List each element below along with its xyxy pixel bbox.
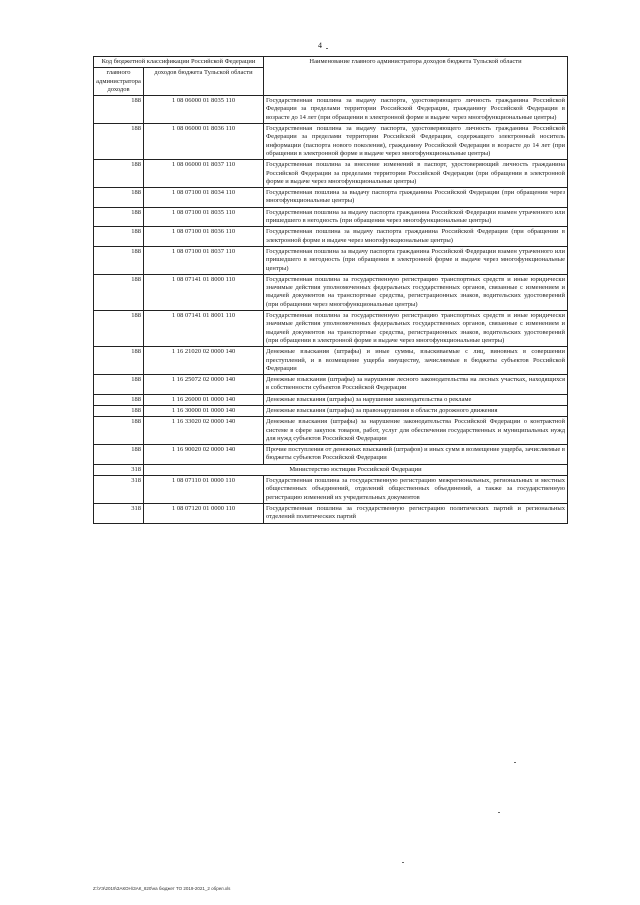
income-code-cell: 1 08 07110 01 0000 110: [144, 476, 264, 504]
admin-code-cell: 188: [94, 124, 144, 160]
income-name-cell: Государственная пошлина за выдачу паспорта гражданина Российской Федерации взамен утраченного или пришедшего в негодность (при обращении в электронной форме и выдаче через многофункциональные центры): [264, 246, 568, 274]
table-row: [94, 227, 568, 247]
admin-code-cell: 188: [94, 207, 144, 227]
income-name-cell: Денежные взыскания (штрафы) за нарушение законодательства о рекламе: [264, 394, 568, 405]
income-name-cell: Прочие поступления от денежных взысканий (штрафов) и иных сумм в возмещение ущерба, зачисляемые в бюджеты субъектов Российской Федерации: [264, 445, 568, 465]
table-row: [94, 274, 568, 310]
table-row: [94, 503, 568, 523]
income-code-cell: 1 16 90020 02 0000 140: [144, 445, 264, 465]
scan-speck: [514, 762, 516, 763]
header-income-code: доходов бюджета Тульской области: [144, 68, 264, 96]
income-name-cell: Государственная пошлина за выдачу паспорта, удостоверяющего личность гражданина Российской Федерации за пределами территории Российской Федерации, гражданину Российской Федерации в возрасте до 14 лет (при обращении в электронной форме и выдаче через многофункциональные центры): [264, 96, 568, 124]
income-name-cell: Государственная пошлина за государственную регистрацию транспортных средств и иные юридически значимые действия уполномоченных федеральных государственных органов, связанные с изменением и выдачей документов на транспортные средства, регистрационных знаков, водительских удостоверений (при обращении через многофункциональные центры): [264, 274, 568, 310]
income-name-cell: Государственная пошлина за внесение изменений в паспорт, удостоверяющий личность гражданина Российской Федерации за пределами территории Российской Федерации (при обращении в электронной форме и выдаче через многофункциональные центры): [264, 160, 568, 188]
file-path-footer: Z:\УЭ\2019\ЗАКОН\ЗАК_820\на бюджет ТО 2019-2021_2 обрел.xls: [93, 886, 231, 891]
income-code-cell: 1 08 07100 01 8034 110: [144, 188, 264, 208]
income-code-cell: 1 08 07100 01 8037 110: [144, 246, 264, 274]
table-row: [94, 347, 568, 375]
table-row: [94, 394, 568, 405]
admin-code-cell: 188: [94, 375, 144, 395]
admin-code-cell: 188: [94, 347, 144, 375]
income-code-cell: 1 08 07141 01 8001 110: [144, 311, 264, 347]
admin-code-cell: 188: [94, 188, 144, 208]
admin-code-cell: 188: [94, 227, 144, 247]
income-name-cell: Денежные взыскания (штрафы) и иные суммы, взыскиваемые с лиц, виновных в совершении преступлений, и в возмещение ущерба имуществу, зачисляемые в бюджеты субъектов Российской Федерации: [264, 347, 568, 375]
income-name-cell: Денежные взыскания (штрафы) за правонарушения в области дорожного движения: [264, 405, 568, 416]
income-code-cell: 1 16 26000 01 0000 140: [144, 394, 264, 405]
income-code-cell: 1 08 07100 01 8036 110: [144, 227, 264, 247]
admin-code-cell: 188: [94, 405, 144, 416]
header-admin-code: главного администратора доходов: [94, 68, 144, 96]
income-name-cell: Государственная пошлина за государственную регистрацию межрегиональных, региональных и местных общественных объединений, отделений общественных объединений, а также за государственную регистрацию изменений их учредительных документов: [264, 476, 568, 504]
admin-code-cell: 188: [94, 394, 144, 405]
admin-code-cell: 188: [94, 96, 144, 124]
ministry-row: [94, 464, 568, 475]
admin-code-cell: 188: [94, 274, 144, 310]
income-code-cell: 1 08 07120 01 0000 110: [144, 503, 264, 523]
income-code-cell: 1 08 07100 01 8035 110: [144, 207, 264, 227]
income-name-cell: Государственная пошлина за выдачу паспорта гражданина Российской Федерации (при обращении через многофункциональные центры): [264, 188, 568, 208]
table-row: [94, 246, 568, 274]
ministry-heading: Министерство юстиции Российской Федерации: [144, 464, 568, 475]
income-name-cell: Государственная пошлина за выдачу паспорта гражданина Российской Федерации (при обращении в электронной форме и выдаче через многофункциональные центры): [264, 227, 568, 247]
admin-code-cell: 318: [94, 503, 144, 523]
income-name-cell: Государственная пошлина за государственную регистрацию политических партий и региональных отделений политических партий: [264, 503, 568, 523]
table-row: [94, 476, 568, 504]
header-row: [94, 57, 568, 68]
header-classification: Код бюджетной классификации Российской Федерации: [94, 57, 264, 68]
admin-code-cell: 188: [94, 246, 144, 274]
income-code-cell: 1 16 33020 02 0000 140: [144, 417, 264, 445]
table-row: [94, 417, 568, 445]
classification-table: [93, 56, 568, 524]
scan-speck: [498, 812, 500, 813]
scan-speck: [402, 862, 404, 863]
admin-code-cell: 188: [94, 445, 144, 465]
admin-code-cell: 188: [94, 160, 144, 188]
table-row: [94, 375, 568, 395]
admin-code-cell: 318: [94, 464, 144, 475]
table-row: [94, 311, 568, 347]
income-code-cell: 1 16 30000 01 0000 140: [144, 405, 264, 416]
table-row: [94, 160, 568, 188]
admin-code-cell: 318: [94, 476, 144, 504]
table-row: [94, 405, 568, 416]
admin-code-cell: 188: [94, 311, 144, 347]
table-row: [94, 96, 568, 124]
income-code-cell: 1 16 25072 02 0000 140: [144, 375, 264, 395]
table-row: [94, 188, 568, 208]
income-name-cell: Денежные взыскания (штрафы) за нарушение законодательства Российской Федерации о контрактной системе в сфере закупок товаров, работ, услуг для обеспечения государственных и муниципальных нужд для нужд субъектов Российской Федерации: [264, 417, 568, 445]
table-row: [94, 445, 568, 465]
income-name-cell: Государственная пошлина за выдачу паспорта гражданина Российской Федерации взамен утраченного или пришедшего в негодность (при обращении через многофункциональные центры): [264, 207, 568, 227]
page-number: 4: [318, 41, 322, 50]
income-name-cell: Государственная пошлина за выдачу паспорта, удостоверяющего личность гражданина Российской Федерации за пределами территории Российской Федерации, содержащего электронный носитель информации (паспорта нового поколения), гражданину Российской Федерации в возрасте до 14 лет (при обращении в электронной форме и выдаче через многофункциональные центры): [264, 124, 568, 160]
admin-code-cell: 188: [94, 417, 144, 445]
table-row: [94, 207, 568, 227]
income-code-cell: 1 08 06000 01 8035 110: [144, 96, 264, 124]
income-code-cell: 1 08 06000 01 8036 110: [144, 124, 264, 160]
income-code-cell: 1 08 06000 01 8037 110: [144, 160, 264, 188]
scan-speck: [326, 48, 328, 49]
income-code-cell: 1 08 07141 01 8000 110: [144, 274, 264, 310]
income-name-cell: Государственная пошлина за государственную регистрацию транспортных средств и иные юридически значимые действия уполномоченных федеральных государственных органов, связанные с изменением и выдачей документов на транспортные средства, регистрационных знаков, водительских удостоверений (при обращении в электронной форме и выдаче через многофункциональные центры): [264, 311, 568, 347]
header-admin-name: Наименование главного администратора доходов бюджета Тульской области: [264, 57, 568, 96]
table-row: [94, 124, 568, 160]
income-code-cell: 1 16 21020 02 0000 140: [144, 347, 264, 375]
income-name-cell: Денежные взыскания (штрафы) за нарушение лесного законодательства на лесных участках, находящихся в собственности субъектов Российской Федерации: [264, 375, 568, 395]
